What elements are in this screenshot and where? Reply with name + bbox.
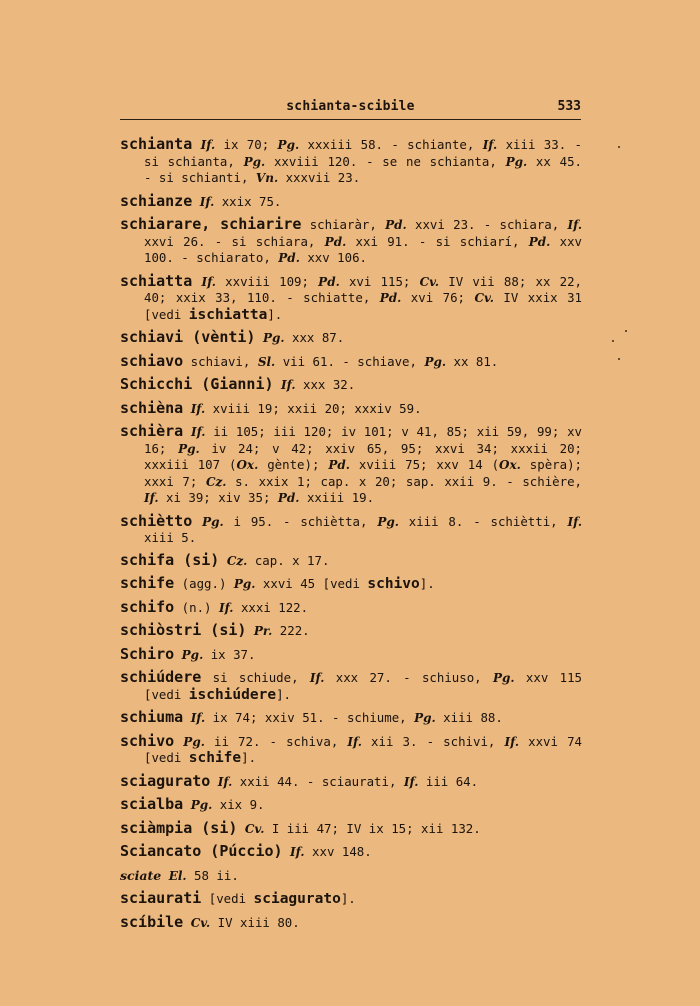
- dictionary-entry: [120, 818, 582, 838]
- work-abbreviation: If.: [199, 194, 215, 209]
- dictionary-entry: [120, 351, 582, 371]
- citation-text: ii 105; iii 120; iv 101; v 41, 85; xii 59, 99; xv 16;: [144, 424, 582, 456]
- citation-text: ].: [241, 750, 257, 765]
- entry-headword: schièna: [120, 398, 184, 417]
- citation-text: [183, 915, 190, 930]
- citation-text: [174, 647, 181, 662]
- entry-headword: schifo: [120, 597, 175, 616]
- citation-text: xii 3. - schivi,: [361, 733, 505, 749]
- entry-headword: schiuma: [120, 708, 184, 726]
- citation-text: [161, 868, 168, 883]
- citation-text: (agg.): [174, 576, 234, 591]
- citation-text: xviii 19; xxii 20; xxxiv 59.: [205, 400, 422, 416]
- dictionary-entry: [120, 217, 582, 267]
- citation-text: si schiude,: [201, 670, 310, 685]
- work-abbreviation: If.: [347, 734, 362, 749]
- entry-headword: sciaurati: [120, 889, 202, 907]
- entry-headword: sciàmpia (si): [120, 818, 238, 837]
- citation-text: [183, 797, 190, 812]
- citation-text: xiii 33. - si schianta,: [144, 137, 582, 169]
- work-abbreviation: If.: [281, 378, 296, 392]
- citation-text: xxvi 74 [vedi: [144, 733, 582, 765]
- work-abbreviation: Pg.: [262, 331, 285, 345]
- citation-text: [192, 194, 199, 209]
- citation-text: xxi 91. - si schiarí,: [346, 233, 529, 249]
- citation-text: xxx 27. - schiuso,: [324, 670, 493, 685]
- work-abbreviation: If.: [190, 401, 206, 416]
- citation-text: xxv 115 [vedi: [144, 670, 582, 702]
- work-abbreviation: Pg.: [424, 354, 447, 369]
- entry-headword: schianta: [120, 135, 193, 153]
- paper-speck: [618, 358, 620, 360]
- citation-text: [vedi: [201, 891, 254, 906]
- work-abbreviation: If.: [200, 138, 216, 152]
- entry-headword: sciate: [120, 867, 162, 883]
- citation-text: xxv 148.: [304, 844, 372, 859]
- dictionary-entry: [120, 597, 582, 617]
- citation-text: [283, 844, 290, 859]
- citation-text: ix 74; xxiv 51. - schiume,: [205, 710, 415, 725]
- work-abbreviation: Pg.: [233, 577, 256, 591]
- work-abbreviation: Cv.: [190, 915, 211, 930]
- citation-text: iii 64.: [418, 773, 479, 789]
- running-head-title: schianta-scibile: [286, 99, 415, 114]
- citation-text: xiii 5.: [144, 530, 197, 545]
- citation-text: [219, 553, 226, 568]
- work-abbreviation: Pg.: [181, 647, 204, 662]
- paper-speck: [612, 340, 614, 342]
- work-abbreviation: Pg.: [414, 711, 436, 725]
- citation-text: ].: [276, 686, 291, 702]
- entry-headword: scialba: [120, 795, 184, 813]
- entry-headword: schianze: [120, 191, 193, 210]
- citation-text: xxvi 26. - si schiara,: [144, 233, 325, 249]
- citation-text: xxvi 23. - schiara,: [406, 217, 568, 232]
- dictionary-entry: [120, 271, 583, 324]
- dictionary-entry: [120, 550, 582, 570]
- work-abbreviation: Pg.: [492, 671, 515, 685]
- entry-headword: schiavo: [120, 351, 184, 370]
- citation-text: i 95. - schiètta,: [223, 513, 378, 529]
- work-abbreviation: Vn.: [255, 171, 279, 185]
- work-abbreviation: Pd.: [328, 458, 350, 472]
- entry-headword: schifa (si): [120, 550, 220, 569]
- dictionary-entry: [120, 398, 582, 418]
- citation-text: spèra); xxxi 7;: [144, 457, 582, 489]
- citation-text: xxii 44. - sciaurati,: [232, 773, 404, 789]
- work-abbreviation: Cv.: [474, 291, 494, 305]
- header-rule: [120, 119, 581, 120]
- citation-text: IV xxix 31 [vedi: [144, 290, 583, 322]
- citation-text: xxx 32.: [295, 377, 356, 392]
- dictionary-entry: [120, 844, 582, 861]
- work-abbreviation: If.: [218, 600, 234, 615]
- dictionary-entry: [120, 137, 582, 187]
- citation-text: vii 61. - schiave,: [275, 353, 425, 369]
- citation-text: iv 24; v 42; xxiv 65, 95; xxvi 34; xxxii 20; xxxiii 107 (: [144, 440, 582, 472]
- citation-text: [210, 774, 217, 789]
- citation-text: [183, 424, 191, 439]
- citation-text: [183, 401, 190, 416]
- dictionary-entry: [120, 891, 582, 908]
- work-abbreviation: If.: [504, 734, 520, 749]
- dictionary-entry: [120, 424, 582, 507]
- work-abbreviation: Pd.: [379, 291, 402, 305]
- citation-text: xx 81.: [446, 353, 499, 369]
- work-abbreviation: Pg.: [183, 734, 205, 749]
- work-abbreviation: Pd.: [318, 274, 340, 289]
- work-abbreviation: Pg.: [243, 154, 266, 169]
- citation-text: xviii 75; xxv 14 (: [349, 457, 500, 472]
- dictionary-entry: [120, 670, 582, 703]
- citation-text: ].: [340, 891, 356, 906]
- citation-text: ].: [267, 306, 283, 322]
- work-abbreviation: Pd.: [278, 251, 300, 265]
- citation-text: xxviii 120. - se ne schianta,: [265, 153, 506, 169]
- paper-speck: [618, 146, 620, 148]
- citation-text: xxv 100. - schiarato,: [144, 233, 583, 265]
- citation-text: cap. x 17.: [247, 552, 330, 568]
- work-abbreviation: Pg.: [178, 441, 200, 456]
- citation-text: [174, 734, 183, 749]
- work-abbreviation: If.: [201, 274, 216, 289]
- work-abbreviation: Pg.: [190, 798, 213, 812]
- work-abbreviation: Pg.: [377, 514, 399, 529]
- entry-headword: schiètto: [120, 511, 193, 530]
- citation-text: xiii 88.: [435, 710, 503, 725]
- citation-text: xxviii 109;: [215, 273, 319, 289]
- citation-text: xvi 76;: [401, 290, 475, 305]
- citation-text: ].: [419, 576, 435, 591]
- work-abbreviation: Pd.: [385, 218, 407, 232]
- dictionary-entry: [120, 797, 582, 814]
- dictionary-entry: [120, 912, 582, 932]
- citation-text: IV xiii 80.: [210, 914, 300, 930]
- citation-text: xxiii 19.: [299, 490, 375, 505]
- work-abbreviation: Pd.: [324, 234, 347, 249]
- citation-text: 58 ii.: [186, 867, 239, 883]
- work-abbreviation: If.: [567, 218, 583, 232]
- citation-text: xxix 75.: [214, 193, 282, 209]
- citation-text: xx 45. - si schianti,: [144, 153, 582, 185]
- work-abbreviation: Sl.: [257, 354, 276, 369]
- citation-text: xvi 115;: [339, 273, 420, 289]
- citation-text: xxv 106.: [299, 250, 368, 265]
- citation-text: xxxvii 23.: [278, 170, 361, 185]
- work-abbreviation: If.: [290, 845, 305, 859]
- work-abbreviation: Pd.: [277, 491, 300, 505]
- entry-headword: schiarare, schiarire: [120, 215, 302, 233]
- citation-text: xiii 8. - schiètti,: [398, 513, 568, 529]
- dictionary-entry: [120, 623, 582, 640]
- citation-text: [237, 821, 244, 836]
- citation-text: IV vii 88; xx 22, 40; xxix 33, 110. - schiatte,: [144, 273, 582, 305]
- entry-headword: sciagurato: [120, 771, 211, 790]
- work-abbreviation: Pg.: [202, 514, 224, 529]
- work-abbreviation: If.: [144, 491, 159, 505]
- work-abbreviation: If.: [190, 425, 206, 439]
- citation-text: xi 39; xiv 35;: [158, 490, 278, 505]
- dictionary-entry: [120, 771, 582, 791]
- citation-text: xxxi 122.: [233, 599, 309, 615]
- citation-text: schiaràr,: [301, 217, 386, 232]
- citation-text: 222.: [272, 623, 310, 638]
- dictionary-entry: [120, 710, 582, 727]
- entry-headword: Schiro: [120, 644, 175, 663]
- citation-text: ix 70;: [215, 137, 278, 152]
- work-abbreviation: Cv.: [419, 274, 440, 289]
- entry-headword: scíbile: [120, 912, 184, 931]
- work-abbreviation: Pg.: [505, 154, 528, 169]
- work-abbreviation: Pg.: [277, 138, 300, 152]
- entry-headword: schivo: [120, 731, 175, 750]
- entry-headword: Schicchi (Gianni): [120, 375, 274, 393]
- cross-reference: ischiúdere: [188, 686, 277, 703]
- dictionary-entry: [120, 868, 582, 885]
- entry-headword: Sciancato (Púccio): [120, 842, 283, 860]
- entry-headword: schièra: [120, 422, 184, 440]
- dictionary-entry: [120, 644, 582, 664]
- work-abbreviation: If.: [217, 774, 233, 789]
- dictionary-entry: [120, 511, 582, 546]
- citation-text: xxxiii 58. - schiante,: [299, 137, 483, 152]
- citation-text: xxx 87.: [284, 330, 345, 345]
- citation-text: [192, 514, 202, 529]
- citation-text: ii 72. - schiva,: [204, 733, 348, 749]
- entry-list: [120, 137, 582, 938]
- citation-text: (n.): [174, 599, 219, 615]
- citation-text: [246, 623, 253, 638]
- entry-headword: schiòstri (si): [120, 621, 247, 639]
- dictionary-entry: [120, 576, 582, 593]
- citation-text: xix 9.: [212, 797, 265, 812]
- citation-text: [183, 710, 190, 725]
- citation-text: xxvi 45 [vedi: [255, 576, 368, 591]
- work-abbreviation: If.: [482, 138, 498, 152]
- citation-text: [192, 137, 200, 152]
- work-abbreviation: Pd.: [528, 234, 551, 249]
- cross-reference: sciagurato: [253, 891, 341, 907]
- citation-text: I iii 47; IV ix 15; xii 132.: [264, 820, 481, 836]
- cross-reference: schivo: [367, 576, 420, 592]
- page-number: 533: [557, 99, 581, 114]
- work-abbreviation: If.: [567, 514, 582, 529]
- work-abbreviation: Cv.: [244, 821, 265, 836]
- work-abbreviation: Ox.: [499, 458, 521, 472]
- work-abbreviation: El.: [168, 868, 187, 883]
- citation-text: [255, 330, 262, 345]
- work-abbreviation: Cz.: [205, 474, 227, 489]
- entry-headword: schiavi (vènti): [120, 328, 256, 346]
- dictionary-entry: [120, 377, 582, 394]
- citation-text: s. xxix 1; cap. x 20; sap. xxii 9. - schière,: [226, 473, 582, 489]
- citation-text: schiavi,: [183, 353, 258, 369]
- citation-text: [274, 377, 281, 392]
- work-abbreviation: Cz.: [226, 553, 248, 568]
- paper-speck: [625, 330, 627, 332]
- cross-reference: schife: [188, 750, 242, 766]
- cross-reference: ischiatta: [188, 306, 268, 323]
- work-abbreviation: If.: [403, 774, 419, 789]
- work-abbreviation: Pr.: [253, 624, 273, 638]
- dictionary-entry: [120, 191, 582, 211]
- entry-headword: schife: [120, 574, 175, 592]
- work-abbreviation: If.: [190, 711, 206, 725]
- entry-headword: schiúdere: [120, 668, 202, 686]
- dictionary-entry: [120, 330, 582, 347]
- running-head: [120, 99, 581, 119]
- dictionary-entry: [120, 731, 582, 767]
- work-abbreviation: Ox.: [236, 458, 259, 472]
- citation-text: gènte);: [258, 457, 329, 472]
- citation-text: ix 37.: [203, 646, 256, 662]
- work-abbreviation: If.: [309, 671, 325, 685]
- entry-headword: schiatta: [120, 271, 193, 290]
